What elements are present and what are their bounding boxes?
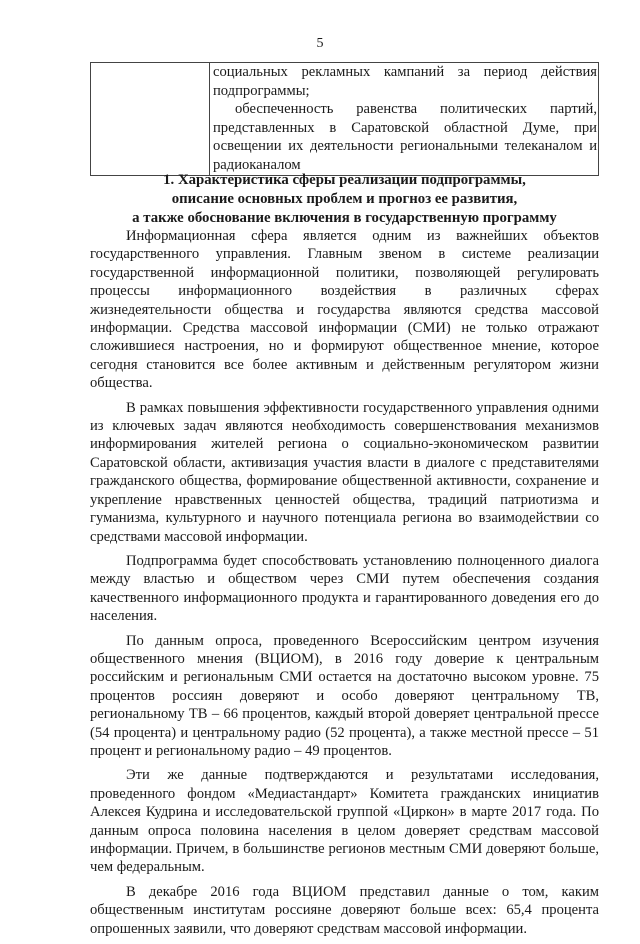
page-number: 5 [316,36,324,51]
table-row [91,63,599,176]
paragraph-6: В декабре 2016 года ВЦИОМ представил данные о том, каким общественным институтам россияне доверяют больше всех: 65,4 процента опрошенных заявили, что доверяют средствам массовой информации. [90,883,599,937]
heading-line-3: а также обоснование включения в государственную программу [132,210,557,226]
table-line-2: обеспеченность равенства политических партий, представленных в Саратовской областной Думе, при освещении их деятельности региональными телеканалом и радиоканалом [213,101,597,173]
paragraph-4: По данным опроса, проведенного Всероссийским центром изучения общественного мнения (ВЦИОМ), в 2016 году доверие к центральным российским и региональным СМИ остается на достаточно высоком уровне. 75 процентов россиян доверяют и особо доверяют центральному ТВ, региональному ТВ – 66 процентов, каждый второй доверяет центральной прессе (54 процента) и центральному радио (52 процента), а также местной прессе – 51 процент и региональному радио – 49 процентов. [90,632,599,759]
heading-line-1: 1. Характеристика сферы реализации подпрограммы, [163,172,526,188]
paragraph-3: Подпрограмма будет способствовать установлению полноценного диалога между властью и обществом через СМИ путем обеспечения создания качественного информационного продукта и гарантированного доведения его до населения. [90,552,599,625]
table-cell-text [210,63,599,176]
paragraph-2: В рамках повышения эффективности государственного управления одними из ключевых задач являются необходимость совершенствования механизмов информирования жителей региона о социально-экономическом развитии Саратовской области, активизация участия власти в диалоге с представителями гражданского общества, формирование общественной активности, сохранение и укрепление нравственных ценностей общества, традиций патриотизма и гуманизма, культурного и научного потенциала региона во взаимодействии со средствами массовой информации. [90,399,599,545]
section-heading [90,171,599,228]
heading-line-2: описание основных проблем и прогноз ее развития, [171,191,518,207]
table-continuation [90,62,599,176]
table-cell-empty [91,63,210,176]
body-text [90,227,599,944]
paragraph-1: Информационная сфера является одним из важнейших объектов государственного управления. Главным звеном в системе реализации государственной информационной политики, позволяющей регулировать процессы информационного воздействия в различных сферах жизнедеятельности общества и государства являются средства массовой информации. Средства массовой информации (СМИ) не только отражают сложившиеся настроения, но и формируют общественное мнение, которое сегодня становится все более активным и действенным регулятором жизни общества. [90,228,599,392]
paragraph-5: Эти же данные подтверждаются и результатами исследования, проведенного фондом «Медиастандарт» Комитета гражданских инициатив Алексея Кудрина и исследовательской группой «Циркон» в марте 2017 года. По данным опроса половина населения в целом доверяет средствам массовой информации. Причем, в большинстве регионов местным СМИ доверяют больше, чем федеральным. [90,767,599,876]
table-line-1: социальных рекламных кампаний за период действия подпрограммы; [213,64,597,99]
